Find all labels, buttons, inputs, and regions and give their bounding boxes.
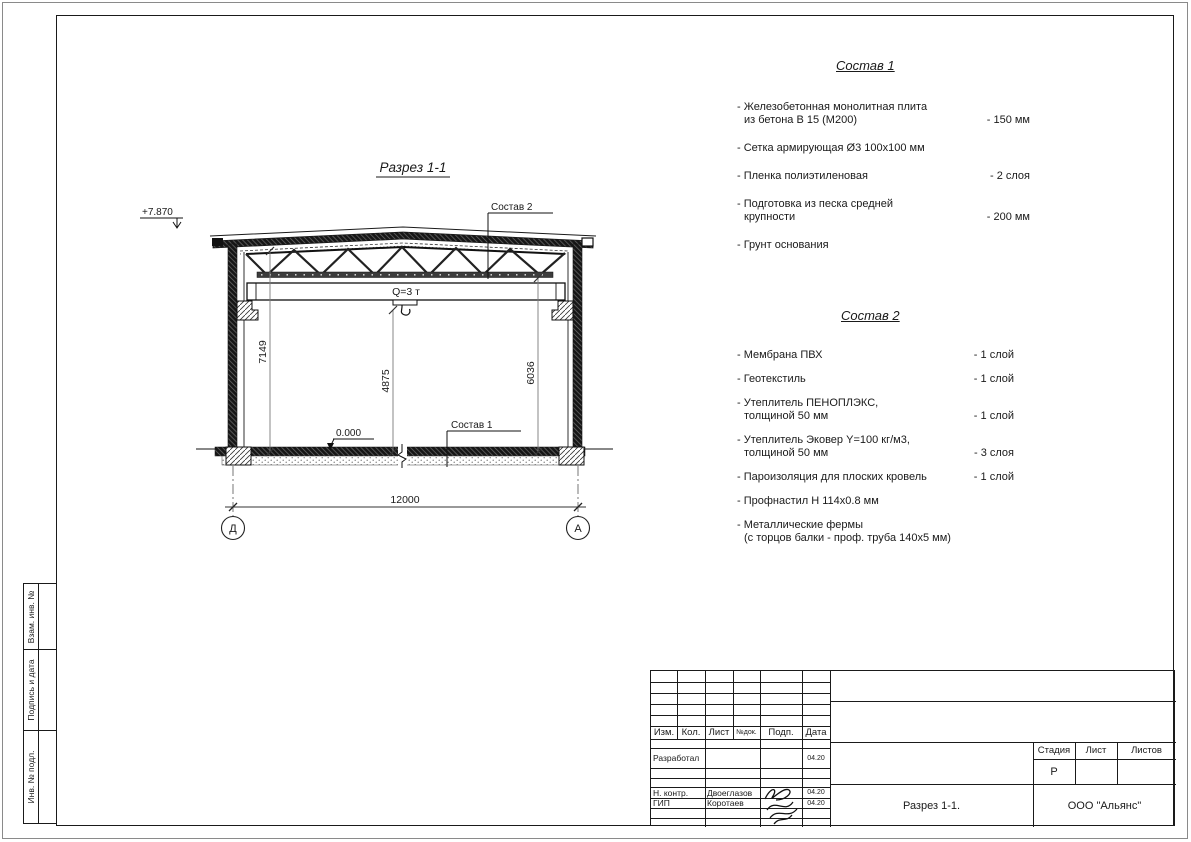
dim-7149-label: 7149 [257,340,269,364]
floor-slab [196,444,613,468]
item-value: - 1 слой [973,349,1014,361]
composition-1-list [737,101,1030,252]
item-text: толщиной 50 мм [744,447,829,459]
dimension-4875 [380,306,397,456]
list-item [737,170,1030,183]
composition-1-title: Состав 1 [836,58,895,73]
list-item [737,434,1014,460]
row-role: ГИП [653,798,670,808]
view-title: Разрез 1-1 [379,160,447,175]
left-foundation [226,447,251,465]
dimension-12000 [225,466,586,516]
item-value: - 1 слой [973,373,1014,385]
item-text: - Металлические фермы [737,519,864,531]
title-block [650,670,1175,826]
composition-2-list [737,349,1014,545]
item-text: толщиной 50 мм [744,410,829,422]
strip-divider [38,650,39,731]
list-item [737,397,1014,423]
item-value: - 2 слоя [989,170,1030,182]
item-text: - Пароизоляция для плоских кровель [737,471,927,483]
col-data: Дата [805,727,827,738]
strip-divider [38,584,39,649]
item-text: - Утеплитель ПЕНОПЛЭКС, [737,397,879,409]
row-name: Коротаев [707,798,744,808]
crane-hook [401,305,410,315]
list-item [737,101,1030,127]
row-date: 04.20 [807,754,825,762]
item-value: - 150 мм [986,114,1030,126]
leader-sostav1-label: Состав 1 [451,420,493,431]
crane-capacity-label: Q=3 т [392,286,420,298]
col-kol: Кол. [681,727,701,738]
dimension-7149 [257,247,274,456]
doc-title: Разрез 1-1. [902,799,961,812]
right-corbel [552,301,573,320]
side-stamp [23,583,57,824]
leader-sostav2-label: Состав 2 [491,202,533,213]
item-text: - Геотекстиль [737,373,806,385]
row-role: Н. контр. [653,787,689,798]
section-drawing [130,150,660,550]
right-foundation [559,447,584,465]
col-list: Лист [708,727,730,738]
col-ndok: №док. [736,729,757,736]
strip-divider [38,731,39,823]
roof-right-cap [582,238,593,246]
elevation-top-mark [140,207,183,228]
list-item [737,373,1014,386]
row-role: Разработал [653,753,700,763]
crane-trolley [393,300,417,305]
item-text: - Грунт основания [737,239,829,251]
elevation-zero-mark [327,428,374,450]
side-label: Подпись и дата [26,659,36,721]
item-text: - Сетка армирующая Ø3 100х100 мм [737,142,925,154]
dim-4875-label: 4875 [380,369,392,393]
list-item [737,471,1014,484]
composition-2-title: Состав 2 [841,308,900,323]
row-date: 04.20 [807,789,825,796]
dim-12000-label: 12000 [390,494,420,506]
roof-left-cap [212,238,223,246]
item-text: - Пленка полиэтиленовая [737,170,868,182]
side-label: Взам. инв. № [26,590,36,643]
roof [210,227,596,254]
stage-label: Стадия [1037,745,1071,756]
sheet-label: Лист [1085,745,1107,756]
item-text: крупности [744,211,796,223]
col-izm: Изм. [653,727,675,738]
item-text: - Утеплитель Эковер Y=100 кг/м3, [737,434,910,446]
list-item [737,349,1014,362]
side-stamp-cell [23,649,57,732]
row-name: Двоеглазов [707,787,753,798]
item-text: - Железобетонная монолитная плита [737,101,928,113]
list-item [737,495,1014,508]
item-value: - 200 мм [986,211,1030,223]
signature [762,783,802,825]
left-corbel [237,301,258,320]
right-column [573,244,582,456]
item-value: - 1 слой [973,471,1014,483]
elevation-top-label: +7.870 [142,207,173,218]
axis-left-label: Д [229,523,237,535]
list-item [737,519,1014,545]
dimension-6036 [525,274,542,456]
item-text: из бетона В 15 (М200) [744,114,857,126]
dim-6036-label: 6036 [525,361,537,385]
axis-marker-right [567,517,590,540]
item-text: - Мембрана ПВХ [737,349,823,361]
left-column [228,244,237,456]
crane-beam [247,283,565,315]
stage-value: Р [1050,765,1058,778]
axis-marker-left [222,517,245,540]
item-text: - Профнастил Н 114х0.8 мм [737,495,879,507]
item-value: - 3 слоя [973,447,1014,459]
roof-truss [246,247,565,278]
item-text: (с торцов балки - проф. труба 140х5 мм) [744,532,951,544]
item-text: - Подготовка из песка средней [737,198,893,210]
list-item [737,198,1030,224]
sheets-label: Листов [1131,745,1162,756]
list-item [737,239,1030,252]
col-podp: Подп. [768,727,794,738]
company-name: ООО "Альянс" [1067,799,1142,812]
item-value: - 1 слой [973,410,1014,422]
side-stamp-cell [23,583,57,650]
elevation-zero-label: 0.000 [336,428,362,439]
side-stamp-cell [23,730,57,824]
row-date: 04.20 [807,799,825,807]
list-item [737,142,1030,155]
axis-right-label: А [574,523,582,535]
side-label: Инв. № подл. [26,750,36,804]
